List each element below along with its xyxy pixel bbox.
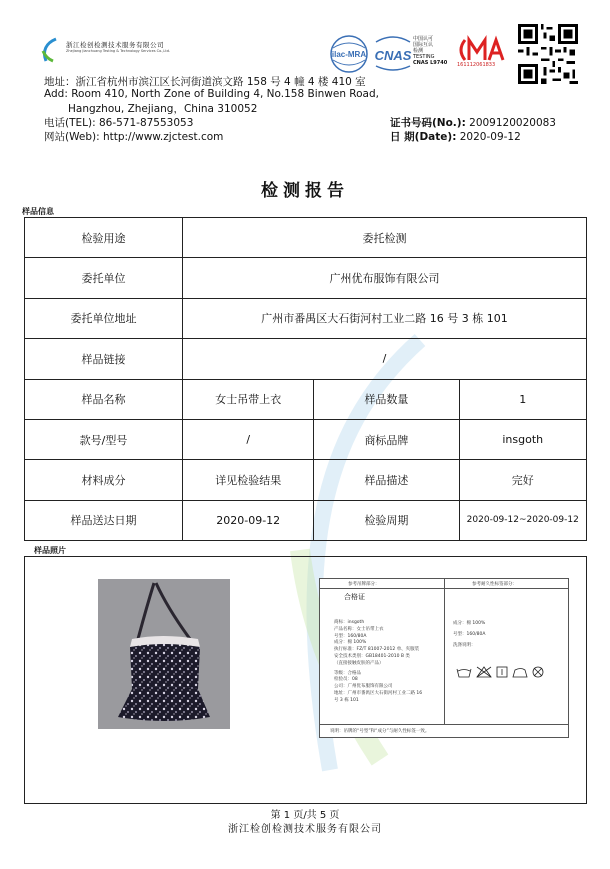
- table-cell-label: 检验周期: [314, 500, 459, 540]
- table-cell-label: 样品送达日期: [25, 500, 183, 540]
- table-cell-label: 商标品牌: [314, 419, 459, 459]
- hang-tag-header: 参考吊牌部分：: [348, 582, 380, 587]
- table-cell-value: 女士吊带上衣: [183, 379, 314, 419]
- website: 网站(Web): http://www.zjctest.com: [44, 131, 224, 143]
- table-row: [25, 419, 587, 459]
- page-number: 第 1 页/共 5 页: [270, 810, 340, 821]
- table-cell-value: 2020-09-12: [183, 500, 314, 540]
- cert-no-label: 证书号码(No.):: [390, 117, 466, 129]
- care-label-header: 参考耐久性标签部分：: [472, 582, 517, 587]
- date-value: 2020-09-12: [459, 131, 521, 143]
- table-cell-value: /: [183, 339, 587, 379]
- table-cell-label: 样品名称: [25, 379, 183, 419]
- cnas-line: 中国认可: [413, 36, 434, 42]
- table-cell-label: 委托单位: [25, 258, 183, 298]
- cnas-line: CNAS L9740: [413, 60, 448, 66]
- svg-text:CNAS: CNAS: [374, 48, 412, 63]
- report-date: [390, 129, 521, 144]
- table-cell-value: /: [183, 419, 314, 459]
- care-symbols-icon: [455, 665, 547, 679]
- date-label: 日 期(Date):: [390, 131, 457, 143]
- table-row: [25, 339, 587, 379]
- table-cell-value: 广州市番禺区大石街河村工业二路 16 号 3 栋 101: [183, 298, 587, 338]
- cnas-logo: [372, 34, 414, 74]
- table-cell-value: 详见检验结果: [183, 460, 314, 500]
- table-row: [25, 379, 587, 419]
- table-row: [25, 258, 587, 298]
- sample-info-label: 样品信息: [22, 207, 54, 216]
- qr-code-icon: [518, 24, 578, 84]
- table-cell-value: 2020-09-12~2020-09-12: [459, 500, 587, 540]
- cnas-line: TESTING: [413, 54, 435, 60]
- address-en-line1: Add: Room 410, North Zone of Building 4, No.158 Binwen Road,: [44, 88, 379, 100]
- svg-text:ilac-MRA: ilac-MRA: [331, 50, 367, 59]
- table-cell-label: 样品描述: [314, 460, 459, 500]
- table-cell-value: 广州优布服饰有限公司: [183, 258, 587, 298]
- company-name-en: Zhejiang Jianchuang Testing & Technology Services Co.,Ltd.: [66, 49, 171, 53]
- cnas-line: 检测: [413, 48, 424, 54]
- hang-tag-note: 说明：吊牌的“号型”和“成分”与耐久性标签一致。: [330, 729, 430, 734]
- hang-tag-text: 商标：insgoth 产品名称：女士吊带上衣 号型：160/80A 成分：棉 100% 执行标准：FZ/T 81007-2012 单、夹服装 安全技术类别：GB18401-2010 B 类 （直接接触皮肤的产品） 等级：合格品 检验员：08 公司：广州优布服饰有限公司 地址：广州市番禺区大石街河村工业二路 16 号 3 栋 101: [334, 620, 423, 703]
- table-cell-label: 材料成分: [25, 460, 183, 500]
- hang-tag-title: 合格证: [344, 593, 365, 601]
- cma-logo: [455, 30, 509, 76]
- table-cell-label: 样品数量: [314, 379, 459, 419]
- table-cell-label: 委托单位地址: [25, 298, 183, 338]
- telephone: 电话(TEL): 86-571-87553053: [44, 117, 194, 129]
- table-row: [25, 460, 587, 500]
- table-row: [25, 218, 587, 258]
- address-en-line2: Hangzhou, Zhejiang，China 310052: [68, 103, 258, 115]
- table-cell-value: 1: [459, 379, 587, 419]
- table-cell-value: 完好: [459, 460, 587, 500]
- table-row: [25, 500, 587, 540]
- ilac-mra-logo: [328, 34, 370, 74]
- sample-product-photo: [98, 579, 230, 729]
- hang-tag-image: [319, 578, 569, 738]
- cma-number: 161112061833: [457, 62, 496, 68]
- address-cn: 地址：浙江省杭州市滨江区长河街道滨文路 158 号 4 幢 4 楼 410 室: [44, 76, 366, 88]
- table-cell-label: 款号/型号: [25, 419, 183, 459]
- company-logo-icon: [38, 37, 64, 63]
- cert-no-value: 2009120020083: [469, 117, 556, 129]
- company-name-cn: 浙江检创检测技术服务有限公司: [66, 41, 164, 49]
- sample-photo-label: 样品照片: [34, 546, 66, 555]
- care-label-text: 成分：棉 100% 号型：160/80A 洗涤说明：: [453, 621, 486, 649]
- table-cell-value: 委托检测: [183, 218, 587, 258]
- cnas-accreditation-text: [413, 36, 447, 66]
- sample-info-table: [24, 217, 587, 541]
- cnas-line: 国际互认: [413, 42, 434, 48]
- document-title: 检测报告: [261, 181, 349, 201]
- certificate-number: [390, 115, 556, 130]
- table-cell-value: insgoth: [459, 419, 587, 459]
- table-cell-label: 检验用途: [25, 218, 183, 258]
- footer-company: 浙江检创检测技术服务有限公司: [228, 824, 382, 835]
- table-cell-label: 样品链接: [25, 339, 183, 379]
- table-row: [25, 298, 587, 338]
